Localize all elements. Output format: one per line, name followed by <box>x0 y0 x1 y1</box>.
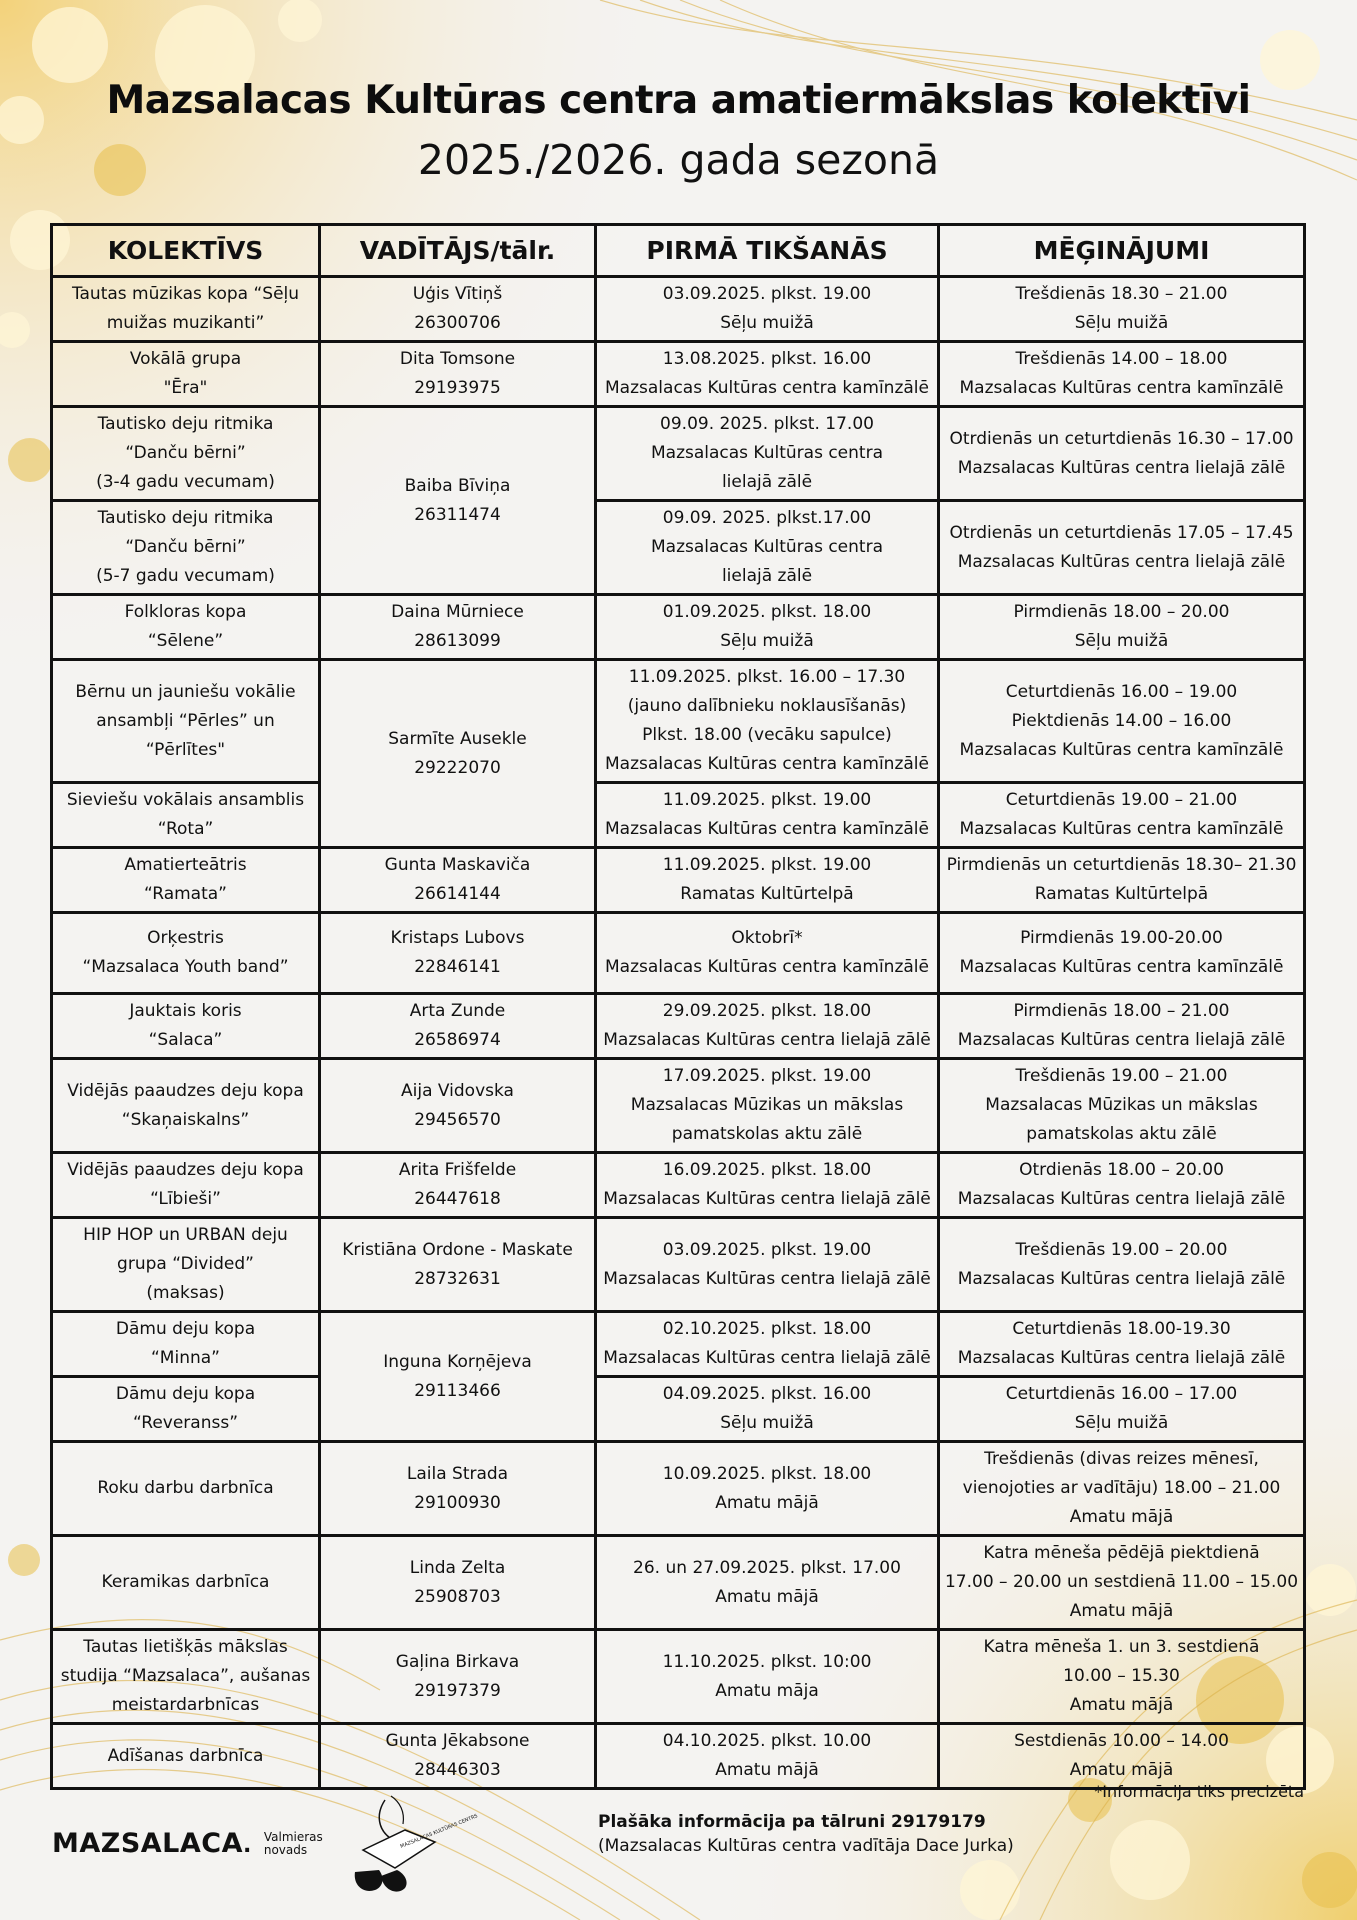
cell-meginajumi: Trešdienās 14.00 – 18.00 Mazsalacas Kultūras centra kamīnzālē <box>939 342 1305 407</box>
emblem-text: MAZSALACAS KULTŪRAS CENTRS <box>399 1813 479 1850</box>
cell-meginajumi: Trešdienās 18.30 – 21.00 Sēļu muižā <box>939 277 1305 342</box>
cell-kolektivs: Folkloras kopa “Sēlene” <box>52 595 320 660</box>
cell-vaditajs: Linda Zelta 25908703 <box>320 1536 596 1630</box>
cell-kolektivs: Orķestris “Mazsalaca Youth band” <box>52 913 320 994</box>
cell-kolektivs: Sieviešu vokālais ansamblis “Rota” <box>52 783 320 848</box>
table-row <box>52 1059 1305 1153</box>
logo-subtitle: Valmieras novads <box>263 1829 323 1857</box>
cell-vaditajs: Arita Frišfelde 26447618 <box>320 1153 596 1218</box>
cell-pirma: 17.09.2025. plkst. 19.00 Mazsalacas Mūzikas un mākslas pamatskolas aktu zālē <box>596 1059 939 1153</box>
cell-kolektivs: Keramikas darbnīca <box>52 1536 320 1630</box>
contact-info <box>598 1810 1014 1858</box>
cell-meginajumi: Trešdienās (divas reizes mēnesī, vienojoties ar vadītāju) 18.00 – 21.00 Amatu mājā <box>939 1442 1305 1536</box>
table-row <box>52 783 1305 848</box>
cell-meginajumi: Pirmdienās 18.00 – 21.00 Mazsalacas Kultūras centra lielajā zālē <box>939 994 1305 1059</box>
cell-pirma: 11.09.2025. plkst. 16.00 – 17.30 (jauno dalībnieku noklausīšanās) Plkst. 18.00 (vecāku sapulce) Mazsalacas Kultūras centra kamīnzālē <box>596 660 939 783</box>
cell-pirma: 02.10.2025. plkst. 18.00 Mazsalacas Kultūras centra lielajā zālē <box>596 1312 939 1377</box>
cell-kolektivs: Tautisko deju ritmika “Danču bērni” (3-4 gadu vecumam) <box>52 407 320 501</box>
cell-kolektivs: Bērnu un jauniešu vokālie ansambļi “Pērles” un “Pērlītes" <box>52 660 320 783</box>
cell-vaditajs: Gaļina Birkava 29197379 <box>320 1630 596 1724</box>
cell-kolektivs: Dāmu deju kopa “Reveranss” <box>52 1377 320 1442</box>
cell-meginajumi: Pirmdienās un ceturtdienās 18.30– 21.30 Ramatas Kultūrtelpā <box>939 848 1305 913</box>
cell-meginajumi: Katra mēneša 1. un 3. sestdienā 10.00 – 15.30 Amatu mājā <box>939 1630 1305 1724</box>
table-row <box>52 1630 1305 1724</box>
table-row <box>52 1153 1305 1218</box>
cell-meginajumi: Ceturtdienās 18.00-19.30 Mazsalacas Kultūras centra lielajā zālē <box>939 1312 1305 1377</box>
cell-meginajumi: Ceturtdienās 16.00 – 19.00 Piektdienās 14.00 – 16.00 Mazsalacas Kultūras centra kamīnzālē <box>939 660 1305 783</box>
cell-pirma: 04.09.2025. plkst. 16.00 Sēļu muižā <box>596 1377 939 1442</box>
table-row <box>52 848 1305 913</box>
table-row <box>52 1377 1305 1442</box>
cell-vaditajs: Uģis Vītiņš 26300706 <box>320 277 596 342</box>
header-vaditajs: VADĪTĀJS/tālr. <box>320 225 596 277</box>
cell-kolektivs: Tautas mūzikas kopa “Sēļu muižas muzikanti” <box>52 277 320 342</box>
cell-pirma: 11.09.2025. plkst. 19.00 Ramatas Kultūrtelpā <box>596 848 939 913</box>
cell-meginajumi: Pirmdienās 18.00 – 20.00 Sēļu muižā <box>939 595 1305 660</box>
logo-wordmark: MAZSALACA. <box>52 1828 252 1859</box>
table-row <box>52 1312 1305 1377</box>
header-kolektivs: KOLEKTĪVS <box>52 225 320 277</box>
cell-vaditajs: Daina Mūrniece 28613099 <box>320 595 596 660</box>
cell-vaditajs: Baiba Bīviņa 26311474 <box>320 407 596 595</box>
cell-kolektivs: Vokālā grupa "Ēra" <box>52 342 320 407</box>
table-row <box>52 277 1305 342</box>
cell-meginajumi: Otrdienās un ceturtdienās 16.30 – 17.00 Mazsalacas Kultūras centra lielajā zālē <box>939 407 1305 501</box>
table-row <box>52 660 1305 783</box>
cell-meginajumi: Trešdienās 19.00 – 21.00 Mazsalacas Mūzikas un mākslas pamatskolas aktu zālē <box>939 1059 1305 1153</box>
page-subtitle: 2025./2026. gada sezonā <box>417 136 940 184</box>
table-row <box>52 1724 1305 1789</box>
cell-pirma: 10.09.2025. plkst. 18.00 Amatu mājā <box>596 1442 939 1536</box>
cell-pirma: 13.08.2025. plkst. 16.00 Mazsalacas Kultūras centra kamīnzālē <box>596 342 939 407</box>
table-row <box>52 994 1305 1059</box>
cell-pirma: 09.09. 2025. plkst.17.00 Mazsalacas Kultūras centra lielajā zālē <box>596 501 939 595</box>
header-pirma-tiksanas: PIRMĀ TIKŠANĀS <box>596 225 939 277</box>
contact-person-line: (Mazsalacas Kultūras centra vadītāja Dace Jurka) <box>598 1836 1014 1856</box>
cell-meginajumi: Otrdienās 18.00 – 20.00 Mazsalacas Kultūras centra lielajā zālē <box>939 1153 1305 1218</box>
cell-pirma: 01.09.2025. plkst. 18.00 Sēļu muižā <box>596 595 939 660</box>
cell-kolektivs: Tautisko deju ritmika “Danču bērni” (5-7 gadu vecumam) <box>52 501 320 595</box>
cell-kolektivs: Roku darbu darbnīca <box>52 1442 320 1536</box>
table-row <box>52 595 1305 660</box>
cell-kolektivs: HIP HOP un URBAN deju grupa “Divided” (maksas) <box>52 1218 320 1312</box>
cell-kolektivs: Dāmu deju kopa “Minna” <box>52 1312 320 1377</box>
cell-pirma: 11.09.2025. plkst. 19.00 Mazsalacas Kultūras centra kamīnzālē <box>596 783 939 848</box>
cell-kolektivs: Amatierteātris “Ramata” <box>52 848 320 913</box>
collectives-table <box>50 223 1306 1790</box>
cell-meginajumi: Sestdienās 10.00 – 14.00 Amatu mājā <box>939 1724 1305 1789</box>
cell-kolektivs: Vidējās paaudzes deju kopa “Skaņaiskalns” <box>52 1059 320 1153</box>
cell-vaditajs: Laila Strada 29100930 <box>320 1442 596 1536</box>
cell-vaditajs: Gunta Jēkabsone 28446303 <box>320 1724 596 1789</box>
mazsalaca-logo <box>52 1828 323 1859</box>
cell-meginajumi: Trešdienās 19.00 – 20.00 Mazsalacas Kultūras centra lielajā zālē <box>939 1218 1305 1312</box>
cell-pirma: 03.09.2025. plkst. 19.00 Sēļu muižā <box>596 277 939 342</box>
page-title: Mazsalacas Kultūras centra amatiermākslas kolektīvi <box>106 78 1251 123</box>
footnote: *Informācija tiks precizēta <box>1094 1782 1304 1801</box>
cell-pirma: 16.09.2025. plkst. 18.00 Mazsalacas Kultūras centra lielajā zālē <box>596 1153 939 1218</box>
cell-kolektivs: Jauktais koris “Salaca” <box>52 994 320 1059</box>
cell-vaditajs: Arta Zunde 26586974 <box>320 994 596 1059</box>
cell-pirma: Oktobrī* Mazsalacas Kultūras centra kamīnzālē <box>596 913 939 994</box>
cell-meginajumi: Ceturtdienās 16.00 – 17.00 Sēļu muižā <box>939 1377 1305 1442</box>
cell-vaditajs: Kristiāna Ordone - Maskate 28732631 <box>320 1218 596 1312</box>
cell-vaditajs: Sarmīte Ausekle 29222070 <box>320 660 596 848</box>
contact-phone-line: Plašāka informācija pa tālruni 29179179 <box>598 1812 986 1832</box>
cell-meginajumi: Pirmdienās 19.00-20.00 Mazsalacas Kultūras centra kamīnzālē <box>939 913 1305 994</box>
table-row <box>52 342 1305 407</box>
table-row <box>52 1442 1305 1536</box>
cell-kolektivs: Tautas lietišķās mākslas studija “Mazsalaca”, aušanas meistardarbnīcas <box>52 1630 320 1724</box>
cell-vaditajs: Aija Vidovska 29456570 <box>320 1059 596 1153</box>
cell-vaditajs: Dita Tomsone 29193975 <box>320 342 596 407</box>
cell-pirma: 04.10.2025. plkst. 10.00 Amatu mājā <box>596 1724 939 1789</box>
culture-centre-emblem <box>345 1790 479 1900</box>
table-row <box>52 913 1305 994</box>
cell-pirma: 29.09.2025. plkst. 18.00 Mazsalacas Kultūras centra lielajā zālē <box>596 994 939 1059</box>
cell-pirma: 03.09.2025. plkst. 19.00 Mazsalacas Kultūras centra lielajā zālē <box>596 1218 939 1312</box>
cell-pirma: 09.09. 2025. plkst. 17.00 Mazsalacas Kultūras centra lielajā zālē <box>596 407 939 501</box>
cell-vaditajs: Gunta Maskaviča 26614144 <box>320 848 596 913</box>
table-row <box>52 1536 1305 1630</box>
table-row <box>52 407 1305 501</box>
table-row <box>52 1218 1305 1312</box>
cell-meginajumi: Otrdienās un ceturtdienās 17.05 – 17.45 Mazsalacas Kultūras centra lielajā zālē <box>939 501 1305 595</box>
cell-kolektivs: Vidējās paaudzes deju kopa “Lībieši” <box>52 1153 320 1218</box>
table-row <box>52 501 1305 595</box>
cell-kolektivs: Adīšanas darbnīca <box>52 1724 320 1789</box>
header-meginajumi: MĒĢINĀJUMI <box>939 225 1305 277</box>
cell-meginajumi: Ceturtdienās 19.00 – 21.00 Mazsalacas Kultūras centra kamīnzālē <box>939 783 1305 848</box>
cell-pirma: 26. un 27.09.2025. plkst. 17.00 Amatu mājā <box>596 1536 939 1630</box>
cell-vaditajs: Inguna Korņējeva 29113466 <box>320 1312 596 1442</box>
table-header-row <box>52 225 1305 277</box>
cell-meginajumi: Katra mēneša pēdējā piektdienā 17.00 – 20.00 un sestdienā 11.00 – 15.00 Amatu mājā <box>939 1536 1305 1630</box>
cell-vaditajs: Kristaps Lubovs 22846141 <box>320 913 596 994</box>
cell-pirma: 11.10.2025. plkst. 10:00 Amatu māja <box>596 1630 939 1724</box>
